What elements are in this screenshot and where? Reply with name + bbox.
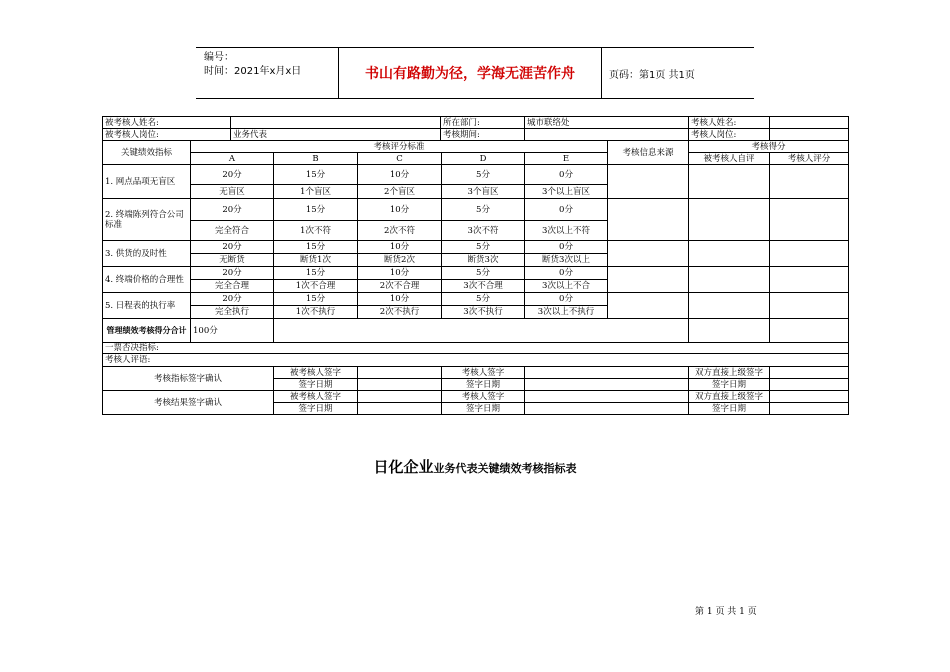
header-row-1 — [103, 141, 849, 153]
assessee-post-value: 业务代表 — [231, 129, 441, 141]
total-label: 管理绩效考核得分合计 — [103, 319, 191, 343]
total-blank — [274, 319, 689, 343]
doc-time-label: 时间：2021年x月x日 — [204, 66, 302, 77]
source-cell[interactable] — [608, 267, 689, 293]
score-a: 20分 — [191, 199, 274, 221]
assessee-date-label: 签字日期 — [274, 379, 358, 391]
kpi-1-score-row — [103, 165, 849, 185]
total-self-eval[interactable] — [689, 319, 770, 343]
veto-row — [103, 343, 849, 354]
criteria-e: 3次以上不执行 — [525, 306, 608, 319]
assessor-eval-cell[interactable] — [770, 267, 849, 293]
kpi-confirm-label: 考核指标签字确认 — [103, 367, 274, 391]
header-meta — [196, 48, 339, 98]
kpi-name: 2. 终端陈列符合公司标准 — [103, 199, 191, 241]
criteria-header: 考核评分标准 — [191, 141, 608, 153]
criteria-a: 完全合理 — [191, 280, 274, 293]
kpi-name: 5. 日程表的执行率 — [103, 293, 191, 319]
header-motto: 书山有路勤为径，学海无涯苦作舟 — [339, 48, 602, 98]
document-title-main: 日化企业 — [373, 458, 434, 476]
criteria-c: 2次不合理 — [358, 280, 442, 293]
kpi-header: 关键绩效指标 — [103, 141, 191, 165]
criteria-b: 1次不符 — [274, 221, 358, 241]
criteria-b: 断货1次 — [274, 254, 358, 267]
score-e: 0分 — [525, 241, 608, 254]
source-cell[interactable] — [608, 199, 689, 241]
criteria-e: 3次以上不合 — [525, 280, 608, 293]
self-eval-header: 被考核人自评 — [689, 153, 770, 165]
assessor-post-label: 考核人岗位: — [689, 129, 770, 141]
superior-sign-field[interactable] — [770, 367, 849, 379]
score-a: 20分 — [191, 165, 274, 185]
score-d: 5分 — [442, 293, 525, 306]
criteria-d: 3次不执行 — [442, 306, 525, 319]
assessor-eval-header: 考核人评分 — [770, 153, 849, 165]
grade-a: A — [191, 153, 274, 165]
grade-d: D — [442, 153, 525, 165]
result-sign-row-1 — [103, 391, 849, 403]
score-a: 20分 — [191, 267, 274, 280]
assessor-date-label: 签字日期 — [442, 403, 525, 415]
score-e: 0分 — [525, 293, 608, 306]
dept-label: 所在部门: — [441, 117, 525, 129]
kpi-name: 4. 终端价格的合理性 — [103, 267, 191, 293]
period-field[interactable] — [525, 129, 689, 141]
score-c: 10分 — [358, 199, 442, 221]
self-eval-cell[interactable] — [689, 267, 770, 293]
superior-date-field[interactable] — [770, 379, 849, 391]
assessee-sign-field[interactable] — [358, 367, 442, 379]
source-header: 考核信息来源 — [608, 141, 689, 165]
assessee-post-label: 被考核人岗位: — [103, 129, 231, 141]
dept-value: 城市联络处 — [525, 117, 689, 129]
footer-page-number: 第 1 页 共 1 页 — [695, 607, 757, 617]
assessee-name-label: 被考核人姓名: — [103, 117, 231, 129]
criteria-a: 无断货 — [191, 254, 274, 267]
assessor-name-field[interactable] — [770, 117, 849, 129]
kpi-3-score-row — [103, 241, 849, 254]
score-header: 考核得分 — [689, 141, 849, 153]
grade-e: E — [525, 153, 608, 165]
score-c: 10分 — [358, 293, 442, 306]
kpi-2-score-row — [103, 199, 849, 221]
criteria-b: 1次不合理 — [274, 280, 358, 293]
superior-sign-label: 双方直接上级签字 — [689, 391, 770, 403]
superior-sign-label: 双方直接上级签字 — [689, 367, 770, 379]
self-eval-cell[interactable] — [689, 165, 770, 199]
comment-row — [103, 354, 849, 367]
score-d: 5分 — [442, 267, 525, 280]
assessor-sign-label: 考核人签字 — [442, 367, 525, 379]
header-page-label: 页码：第1页 共1页 — [609, 69, 695, 81]
source-cell[interactable] — [608, 241, 689, 267]
criteria-a: 完全执行 — [191, 306, 274, 319]
score-d: 5分 — [442, 165, 525, 185]
assessor-date-field[interactable] — [525, 403, 689, 415]
assessor-date-label: 签字日期 — [442, 379, 525, 391]
score-b: 15分 — [274, 199, 358, 221]
assessor-name-label: 考核人姓名: — [689, 117, 770, 129]
assessor-sign-field[interactable] — [525, 367, 689, 379]
self-eval-cell[interactable] — [689, 241, 770, 267]
source-cell[interactable] — [608, 293, 689, 319]
criteria-e: 断货3次以上 — [525, 254, 608, 267]
page-header — [196, 47, 754, 99]
total-row — [103, 319, 849, 343]
header-row-2 — [103, 153, 849, 165]
score-c: 10分 — [358, 165, 442, 185]
assessee-name-field[interactable] — [231, 117, 441, 129]
doc-number-label: 编号： — [204, 52, 234, 63]
kpi-name: 3. 供货的及时性 — [103, 241, 191, 267]
info-row-1 — [103, 117, 849, 129]
total-assessor-eval[interactable] — [770, 319, 849, 343]
kpi-5-score-row — [103, 293, 849, 306]
score-b: 15分 — [274, 267, 358, 280]
criteria-c: 断货2次 — [358, 254, 442, 267]
total-value: 100分 — [191, 319, 274, 343]
criteria-b: 1个盲区 — [274, 185, 358, 199]
score-d: 5分 — [442, 199, 525, 221]
score-a: 20分 — [191, 293, 274, 306]
assessee-date-field[interactable] — [358, 379, 442, 391]
grade-c: C — [358, 153, 442, 165]
score-a: 20分 — [191, 241, 274, 254]
self-eval-cell[interactable] — [689, 199, 770, 241]
kpi-4-score-row — [103, 267, 849, 280]
kpi-name: 1. 网点品项无盲区 — [103, 165, 191, 199]
assessor-sign-field[interactable] — [525, 391, 689, 403]
assessee-sign-field[interactable] — [358, 391, 442, 403]
info-row-2 — [103, 129, 849, 141]
criteria-a: 完全符合 — [191, 221, 274, 241]
superior-date-label: 签字日期 — [689, 379, 770, 391]
grade-b: B — [274, 153, 358, 165]
score-e: 0分 — [525, 267, 608, 280]
period-label: 考核期间: — [441, 129, 525, 141]
self-eval-cell[interactable] — [689, 293, 770, 319]
score-c: 10分 — [358, 241, 442, 254]
score-c: 10分 — [358, 267, 442, 280]
assessor-post-field[interactable] — [770, 129, 849, 141]
comment-label[interactable]: 考核人评语: — [103, 354, 849, 367]
score-b: 15分 — [274, 293, 358, 306]
assessor-eval-cell[interactable] — [770, 241, 849, 267]
score-e: 0分 — [525, 165, 608, 185]
assessor-eval-cell[interactable] — [770, 199, 849, 241]
score-e: 0分 — [525, 199, 608, 221]
criteria-c: 2次不执行 — [358, 306, 442, 319]
document-title — [0, 456, 950, 477]
criteria-c: 2个盲区 — [358, 185, 442, 199]
document-title-sub: 业务代表关键绩效考核指标表 — [433, 462, 577, 475]
assessor-date-field[interactable] — [525, 379, 689, 391]
criteria-d: 3次不符 — [442, 221, 525, 241]
assessee-sign-label: 被考核人签字 — [274, 391, 358, 403]
criteria-c: 2次不符 — [358, 221, 442, 241]
superior-date-label: 签字日期 — [689, 403, 770, 415]
criteria-e: 3个以上盲区 — [525, 185, 608, 199]
assessor-eval-cell[interactable] — [770, 165, 849, 199]
kpi-sign-row-1 — [103, 367, 849, 379]
result-confirm-label: 考核结果签字确认 — [103, 391, 274, 415]
kpi-form-table — [102, 116, 849, 415]
assessee-sign-label: 被考核人签字 — [274, 367, 358, 379]
score-d: 5分 — [442, 241, 525, 254]
assessee-date-field[interactable] — [358, 403, 442, 415]
assessee-date-label: 签字日期 — [274, 403, 358, 415]
criteria-d: 3个盲区 — [442, 185, 525, 199]
source-cell[interactable] — [608, 165, 689, 199]
criteria-e: 3次以上不符 — [525, 221, 608, 241]
veto-label[interactable]: 一票否决指标: — [103, 343, 849, 354]
assessor-eval-cell[interactable] — [770, 293, 849, 319]
score-b: 15分 — [274, 241, 358, 254]
superior-date-field[interactable] — [770, 403, 849, 415]
criteria-b: 1次不执行 — [274, 306, 358, 319]
assessor-sign-label: 考核人签字 — [442, 391, 525, 403]
criteria-a: 无盲区 — [191, 185, 274, 199]
superior-sign-field[interactable] — [770, 391, 849, 403]
criteria-d: 断货3次 — [442, 254, 525, 267]
criteria-d: 3次不合理 — [442, 280, 525, 293]
score-b: 15分 — [274, 165, 358, 185]
